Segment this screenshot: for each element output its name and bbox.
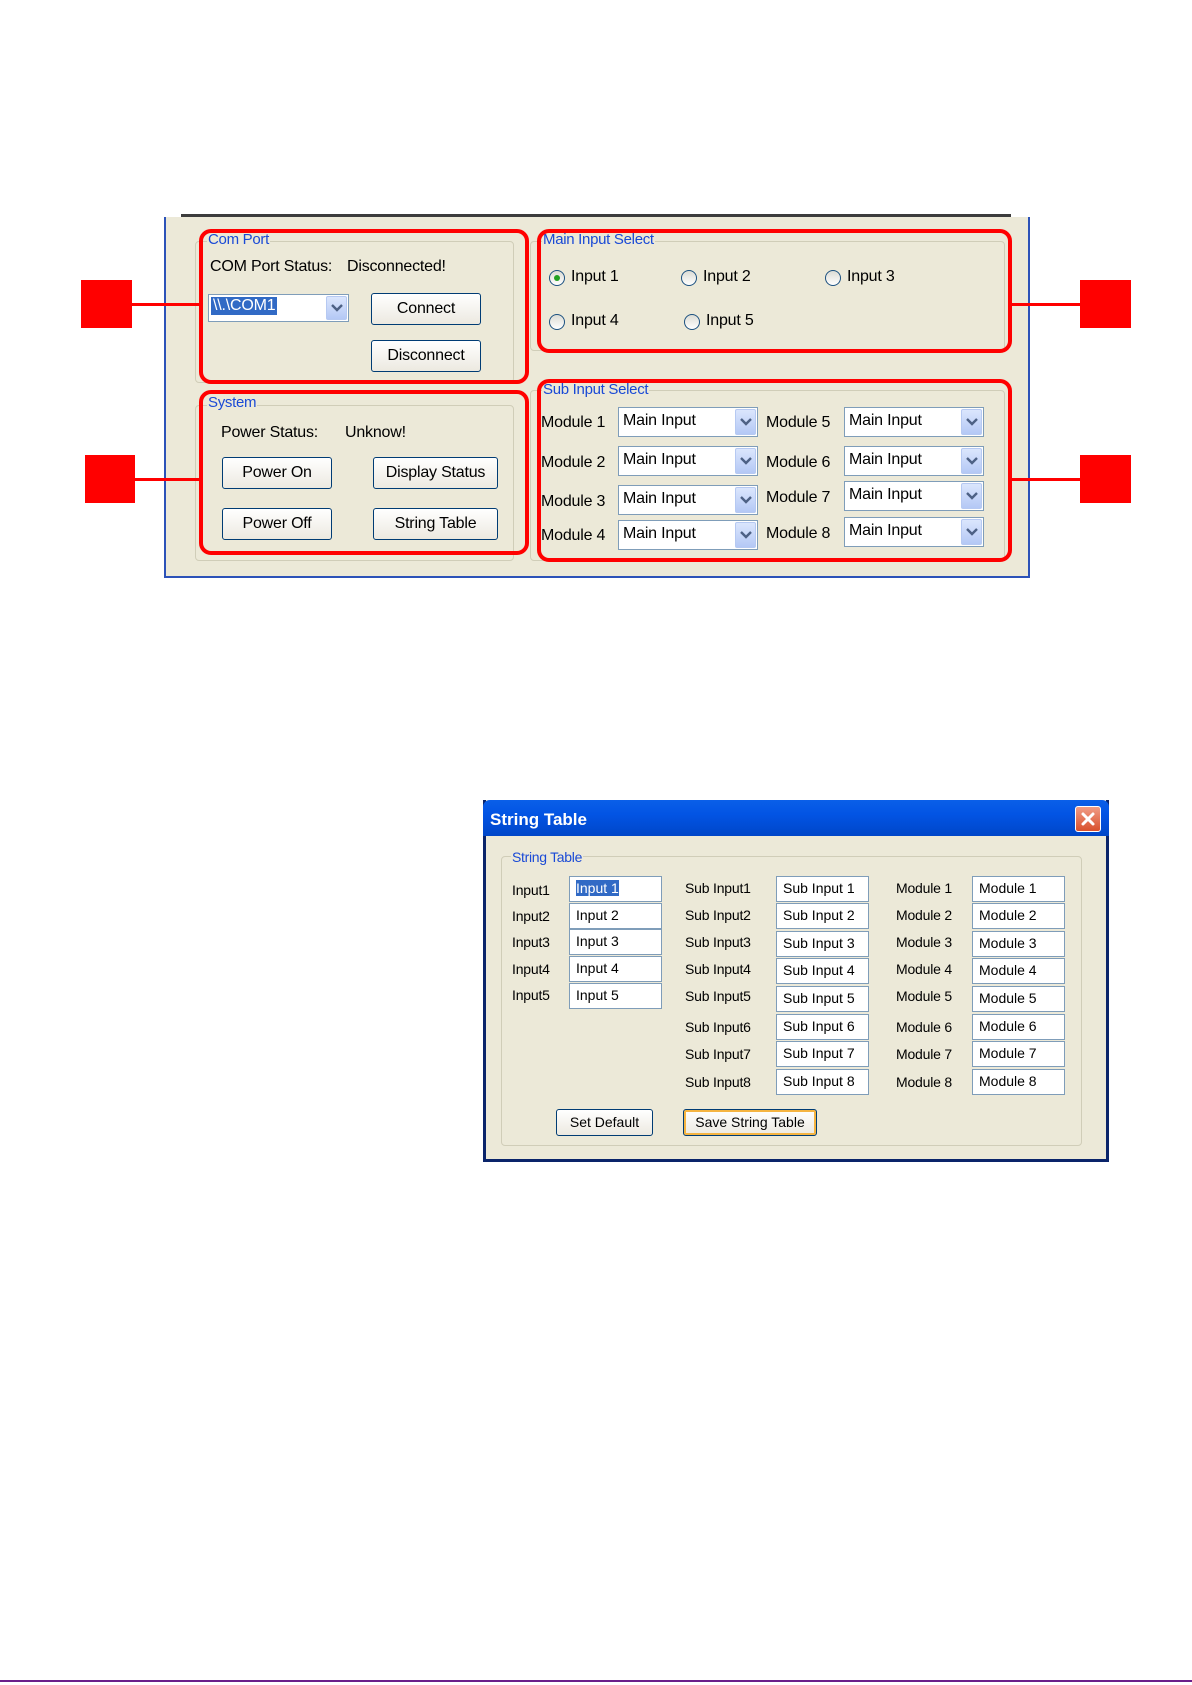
annotation-leader-line — [135, 478, 201, 481]
power-status-label: Power Status: — [221, 424, 319, 441]
module1-label: Module 1 — [896, 880, 952, 896]
connect-button[interactable]: Connect — [371, 293, 481, 325]
input2-field[interactable]: Input 2 — [569, 903, 662, 929]
module3-field[interactable]: Module 3 — [972, 931, 1065, 957]
sub-input6-label: Sub Input6 — [685, 1019, 751, 1035]
module8-field[interactable]: Module 8 — [972, 1069, 1065, 1095]
annotation-marker — [1080, 280, 1131, 328]
com-port-legend: Com Port — [208, 231, 269, 248]
input4-label: Input4 — [512, 961, 550, 977]
radio-input-4-label: Input 4 — [571, 312, 619, 329]
sub-input3-field[interactable]: Sub Input 3 — [776, 931, 869, 957]
input1-label: Input1 — [512, 882, 550, 898]
module7-field[interactable]: Module 7 — [972, 1041, 1065, 1067]
input1-field[interactable] — [569, 876, 662, 902]
dialog-title: String Table — [490, 810, 587, 829]
module7-label: Module 7 — [896, 1046, 952, 1062]
module-5-value: Main Input — [849, 412, 922, 429]
sub-input-select-legend: Sub Input Select — [543, 381, 649, 398]
disconnect-button[interactable]: Disconnect — [371, 340, 481, 372]
input5-label: Input5 — [512, 987, 550, 1003]
sub-input2-field[interactable]: Sub Input 2 — [776, 903, 869, 929]
module2-field[interactable]: Module 2 — [972, 903, 1065, 929]
com-port-selected-value: \\.\COM1 — [213, 297, 276, 314]
annotation-marker — [85, 455, 135, 503]
module-8-value: Main Input — [849, 522, 922, 539]
module-2-value: Main Input — [623, 451, 696, 468]
module-3-value: Main Input — [623, 490, 696, 507]
module8-label: Module 8 — [896, 1074, 952, 1090]
string-table-button[interactable]: String Table — [373, 508, 498, 540]
module-1-label: Module 1 — [541, 414, 606, 431]
annotation-box-com-port — [199, 229, 529, 384]
annotation-marker — [1080, 455, 1131, 503]
annotation-leader-line — [1012, 303, 1080, 306]
module-6-label: Module 6 — [766, 454, 831, 471]
radio-input-1-label: Input 1 — [571, 268, 619, 285]
module-7-value: Main Input — [849, 486, 922, 503]
input4-field[interactable]: Input 4 — [569, 956, 662, 982]
module-7-label: Module 7 — [766, 489, 831, 506]
annotation-leader-line — [132, 303, 201, 306]
input3-label: Input3 — [512, 934, 550, 950]
sub-input4-label: Sub Input4 — [685, 961, 751, 977]
sub-input8-field[interactable]: Sub Input 8 — [776, 1069, 869, 1095]
module-6-value: Main Input — [849, 451, 922, 468]
module-5-label: Module 5 — [766, 414, 831, 431]
power-status-value: Unknow! — [345, 424, 406, 441]
annotation-leader-line — [1012, 478, 1080, 481]
radio-input-3-label: Input 3 — [847, 268, 895, 285]
power-on-button[interactable]: Power On — [222, 457, 332, 489]
radio-input-5-label: Input 5 — [706, 312, 754, 329]
power-off-button[interactable]: Power Off — [222, 508, 332, 540]
module4-label: Module 4 — [896, 961, 952, 977]
sub-input3-label: Sub Input3 — [685, 934, 751, 950]
input1-value: Input 1 — [576, 880, 619, 896]
com-port-status-label: COM Port Status: — [210, 258, 333, 275]
sub-input6-field[interactable]: Sub Input 6 — [776, 1014, 869, 1040]
module-8-label: Module 8 — [766, 525, 831, 542]
sub-input1-label: Sub Input1 — [685, 880, 751, 896]
module1-field[interactable]: Module 1 — [972, 876, 1065, 902]
page-bottom-rule — [0, 1680, 1192, 1682]
window-top-edge — [181, 214, 1011, 217]
system-legend: System — [208, 394, 257, 411]
module2-label: Module 2 — [896, 907, 952, 923]
sub-input2-label: Sub Input2 — [685, 907, 751, 923]
input5-field[interactable]: Input 5 — [569, 983, 662, 1009]
annotation-box-main-input — [537, 229, 1012, 353]
module6-field[interactable]: Module 6 — [972, 1014, 1065, 1040]
close-button[interactable] — [1075, 806, 1101, 832]
string-table-legend: String Table — [512, 849, 583, 865]
module-3-label: Module 3 — [541, 493, 606, 510]
sub-input5-label: Sub Input5 — [685, 988, 751, 1004]
module-2-label: Module 2 — [541, 454, 606, 471]
module6-label: Module 6 — [896, 1019, 952, 1035]
com-port-status-value: Disconnected! — [347, 258, 446, 275]
close-icon — [1076, 807, 1100, 831]
input3-field[interactable]: Input 3 — [569, 929, 662, 955]
radio-input-2-label: Input 2 — [703, 268, 751, 285]
display-status-button[interactable]: Display Status — [373, 457, 498, 489]
module-1-value: Main Input — [623, 412, 696, 429]
sub-input5-field[interactable]: Sub Input 5 — [776, 986, 869, 1012]
annotation-marker — [81, 280, 132, 328]
input2-label: Input2 — [512, 908, 550, 924]
sub-input8-label: Sub Input8 — [685, 1074, 751, 1090]
annotation-box-sub-input — [537, 379, 1012, 562]
sub-input4-field[interactable]: Sub Input 4 — [776, 958, 869, 984]
module5-field[interactable]: Module 5 — [972, 986, 1065, 1012]
sub-input7-label: Sub Input7 — [685, 1046, 751, 1062]
module4-field[interactable]: Module 4 — [972, 958, 1065, 984]
sub-input7-field[interactable]: Sub Input 7 — [776, 1041, 869, 1067]
module-4-value: Main Input — [623, 525, 696, 542]
module-4-label: Module 4 — [541, 527, 606, 544]
module3-label: Module 3 — [896, 934, 952, 950]
main-input-select-legend: Main Input Select — [543, 231, 654, 248]
module5-label: Module 5 — [896, 988, 952, 1004]
set-default-button[interactable]: Set Default — [556, 1109, 653, 1136]
annotation-box-system — [199, 390, 529, 555]
save-string-table-button[interactable]: Save String Table — [683, 1109, 817, 1136]
sub-input1-field[interactable]: Sub Input 1 — [776, 876, 869, 902]
